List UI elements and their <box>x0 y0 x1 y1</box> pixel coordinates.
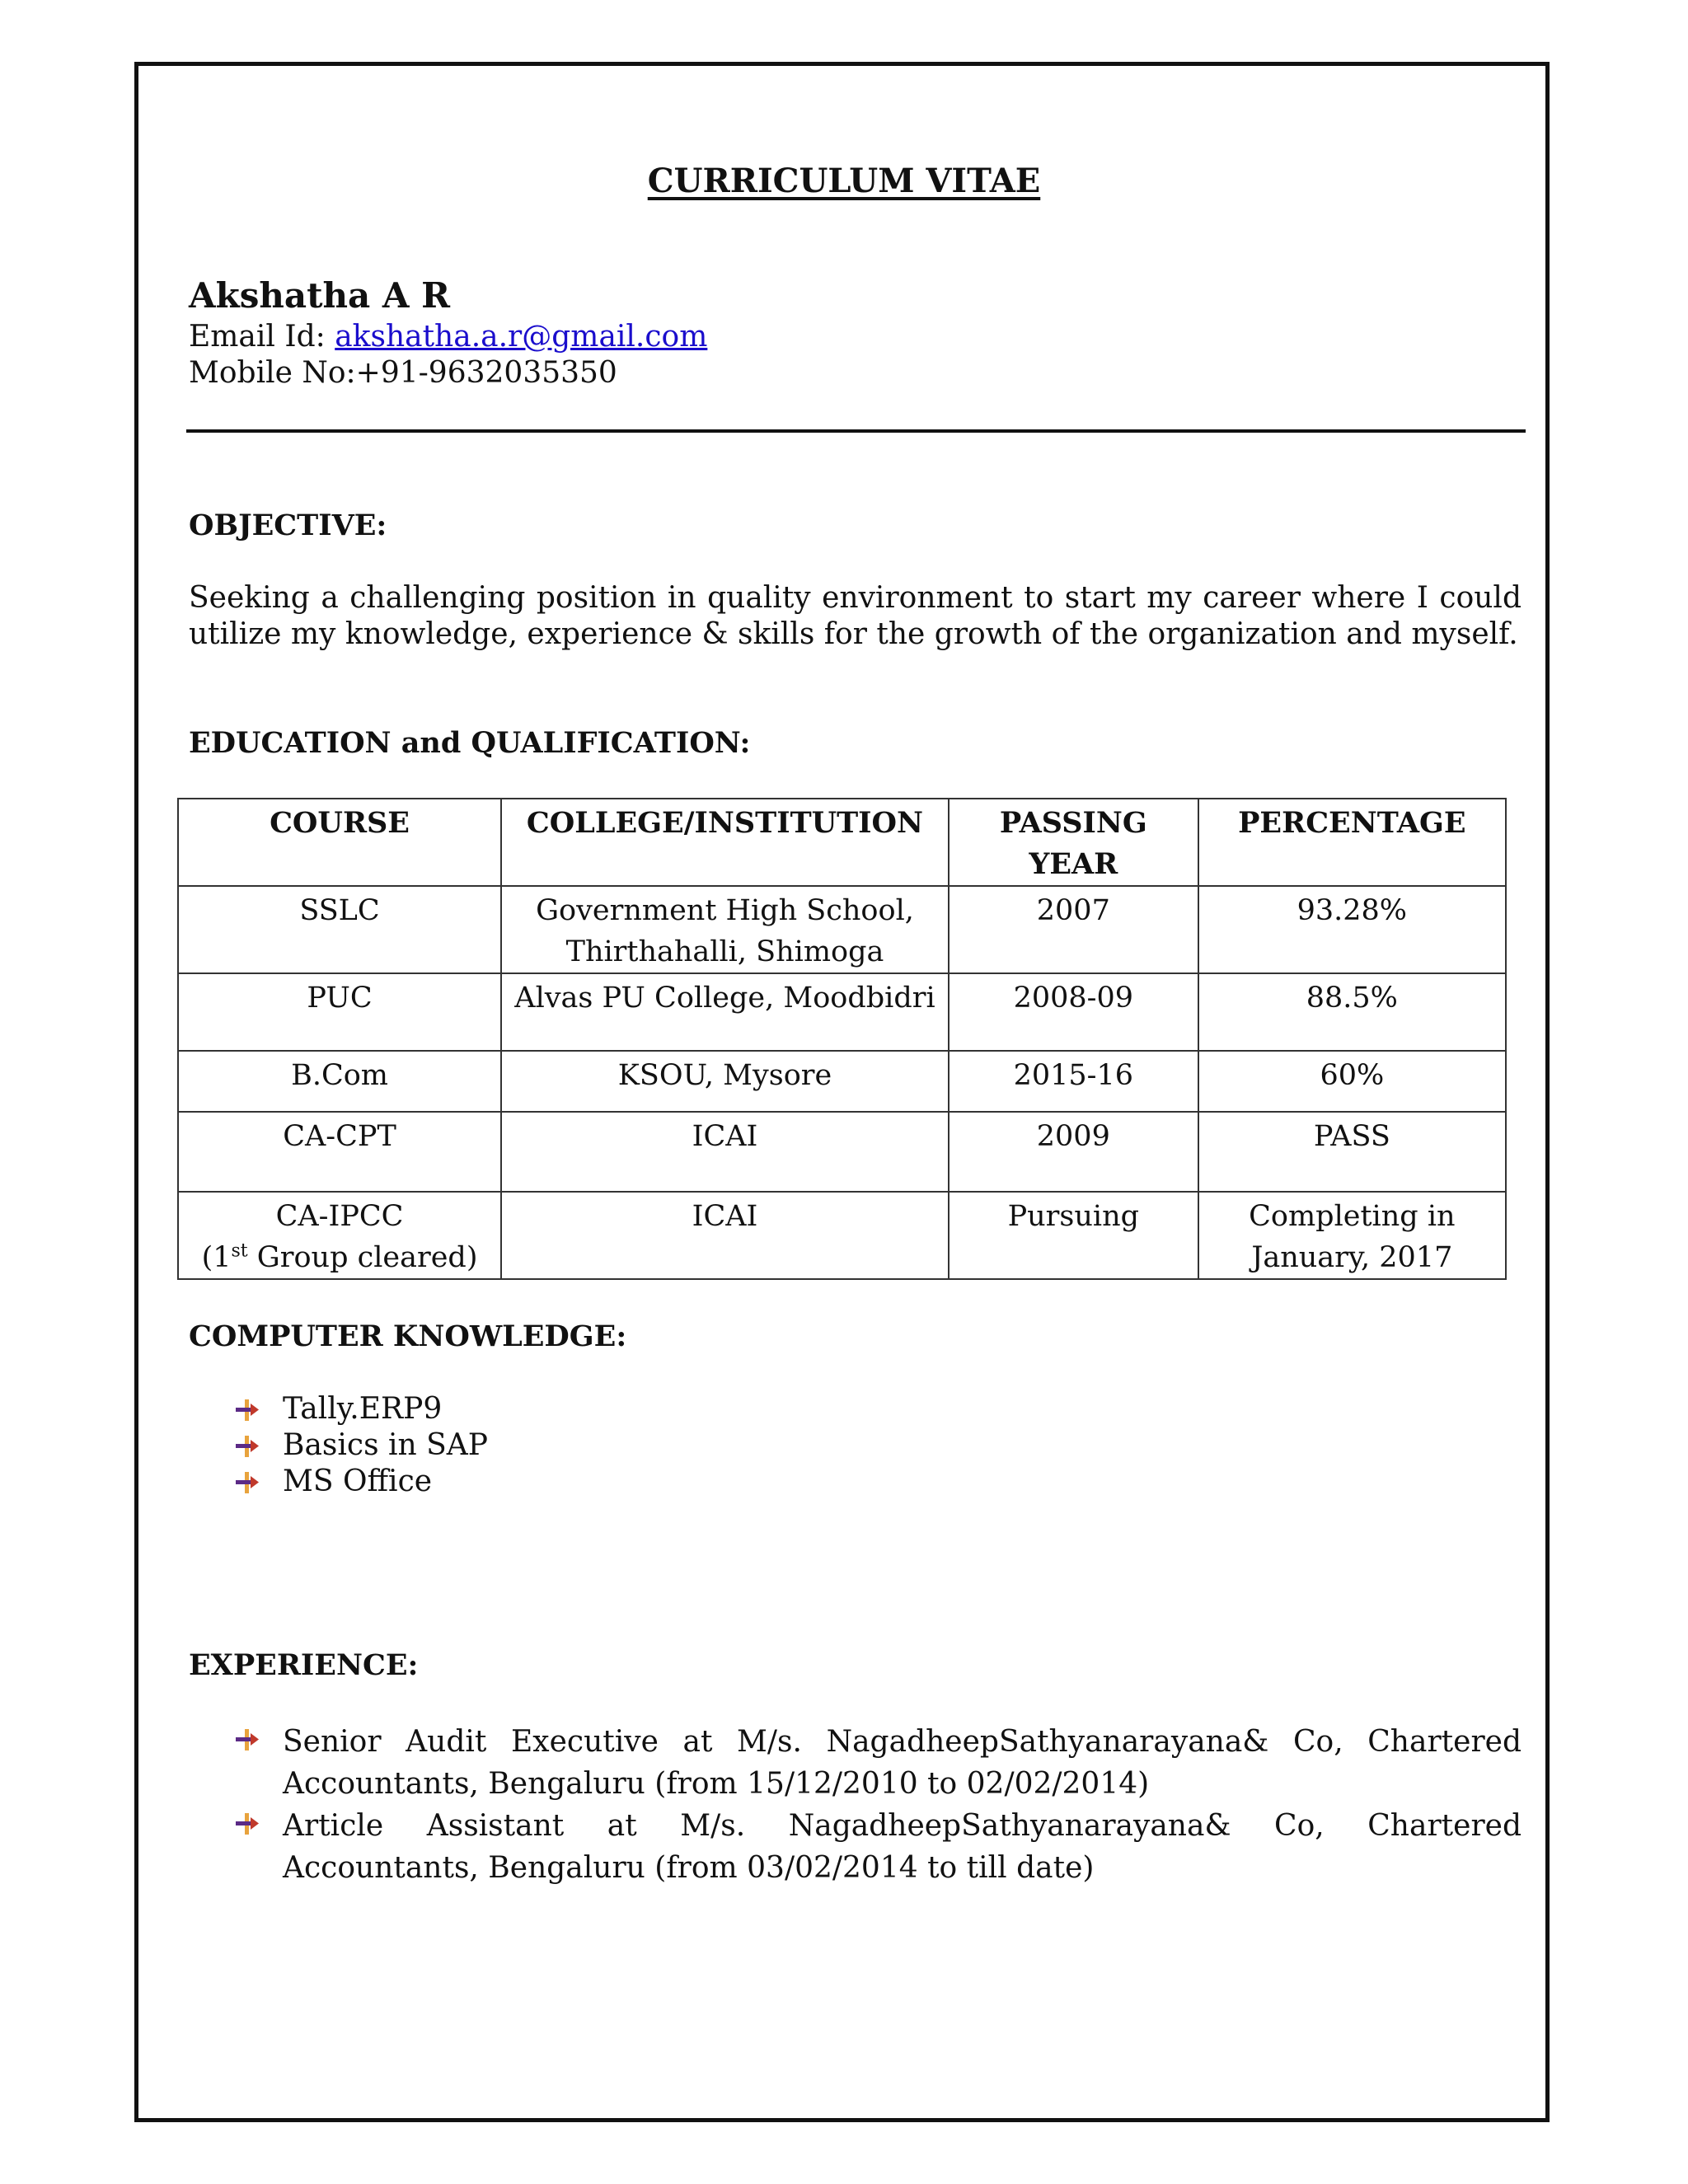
cell-course <box>178 1192 501 1279</box>
cell-college: Alvas PU College, Moodbidri <box>501 973 949 1051</box>
email-label: Email Id: <box>189 320 335 354</box>
computer-knowledge-heading: COMPUTER KNOWLEDGE: <box>189 1319 627 1353</box>
cell-percentage: 60% <box>1198 1051 1506 1112</box>
column-header-college: COLLEGE/INSTITUTION <box>501 799 949 886</box>
plus-arrow-bullet-icon <box>236 1436 259 1457</box>
plus-arrow-bullet-icon <box>236 1399 259 1421</box>
experience-list <box>189 1721 1522 1889</box>
cell-college <box>501 886 949 973</box>
cell-college-line2: Thirthahalli, Shimoga <box>565 935 884 968</box>
cell-percentage-line2: January, 2017 <box>1251 1241 1453 1274</box>
table-row <box>178 1112 1506 1192</box>
cell-course: CA-CPT <box>178 1112 501 1192</box>
cell-year: 2015-16 <box>949 1051 1198 1112</box>
table-header-row <box>178 799 1506 886</box>
cell-percentage <box>1198 1192 1506 1279</box>
cell-percentage: 88.5% <box>1198 973 1506 1051</box>
table-row <box>178 973 1506 1051</box>
education-table <box>177 798 1507 1280</box>
cell-year: 2009 <box>949 1112 1198 1192</box>
cell-course: B.Com <box>178 1051 501 1112</box>
objective-text: Seeking a challenging position in quality environment to start my career where I could utilize my knowledge, experience & skills for the growth of the organization and myself. <box>189 581 1522 651</box>
table-row <box>178 1051 1506 1112</box>
cell-course: SSLC <box>178 886 501 973</box>
mobile-line: Mobile No:+91-9632035350 <box>189 356 617 390</box>
education-heading: EDUCATION and QUALIFICATION: <box>189 726 751 760</box>
cell-course: PUC <box>178 973 501 1051</box>
plus-arrow-bullet-icon <box>236 1813 259 1835</box>
objective-heading: OBJECTIVE: <box>189 509 387 542</box>
candidate-name: Akshatha A R <box>189 275 450 316</box>
plus-arrow-bullet-icon <box>236 1729 259 1750</box>
email-line <box>189 320 707 354</box>
skill-label: Tally.ERP9 <box>283 1392 443 1426</box>
cell-year: 2007 <box>949 886 1198 973</box>
email-link[interactable]: akshatha.a.r@gmail.com <box>335 320 708 354</box>
course-note-suffix: Group cleared) <box>247 1241 478 1274</box>
experience-text: Senior Audit Executive at M/s. NagadheepSathyanarayana& Co, Chartered Accountants, Bengaluru (from 15/12/2010 to 02/02/2014) <box>283 1725 1522 1801</box>
skill-label: MS Office <box>283 1465 433 1498</box>
list-item <box>189 1464 488 1500</box>
course-note-prefix: (1 <box>201 1241 232 1274</box>
cell-college: ICAI <box>501 1192 949 1279</box>
course-note-superscript: st <box>231 1240 248 1262</box>
column-header-year: PASSING YEAR <box>949 799 1198 886</box>
skill-label: Basics in SAP <box>283 1428 489 1462</box>
cell-year: 2008-09 <box>949 973 1198 1051</box>
column-header-percentage: PERCENTAGE <box>1198 799 1506 886</box>
list-item <box>189 1391 488 1427</box>
computer-knowledge-list <box>189 1391 488 1500</box>
cell-percentage: 93.28% <box>1198 886 1506 973</box>
cell-percentage-line1: Completing in <box>1249 1200 1456 1233</box>
cell-course-name: CA-IPCC <box>275 1200 404 1233</box>
plus-arrow-bullet-icon <box>236 1472 259 1493</box>
experience-text: Article Assistant at M/s. NagadheepSathyanarayana& Co, Chartered Accountants, Bengaluru (from 03/02/2014 to till date) <box>283 1809 1522 1885</box>
cell-course-note <box>202 1241 478 1274</box>
table-row <box>178 886 1506 973</box>
cell-college: ICAI <box>501 1112 949 1192</box>
table-row <box>178 1192 1506 1279</box>
cell-percentage: PASS <box>1198 1112 1506 1192</box>
column-header-course: COURSE <box>178 799 501 886</box>
cell-college-line1: Government High School, <box>536 894 914 927</box>
list-item <box>189 1427 488 1464</box>
list-item <box>189 1805 1522 1889</box>
experience-heading: EXPERIENCE: <box>189 1648 419 1682</box>
page-title: CURRICULUM VITAE <box>647 162 1041 200</box>
cell-college: KSOU, Mysore <box>501 1051 949 1112</box>
header-divider <box>186 429 1526 433</box>
list-item <box>189 1721 1522 1805</box>
cell-year: Pursuing <box>949 1192 1198 1279</box>
